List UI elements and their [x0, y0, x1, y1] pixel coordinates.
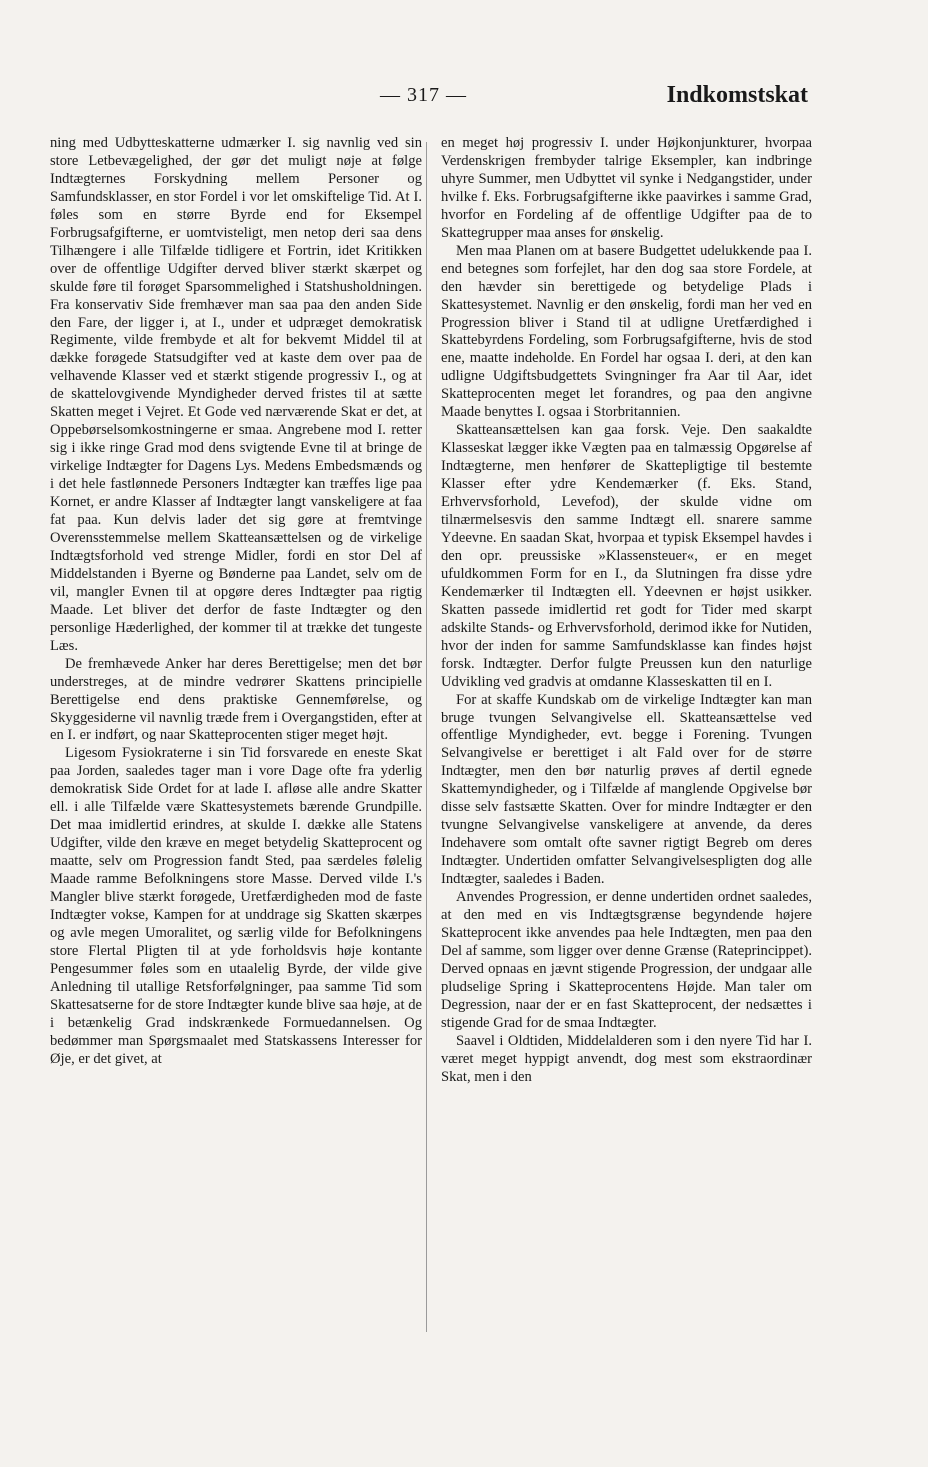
page-header — [50, 82, 808, 112]
paragraph: For at skaffe Kundskab om de virkelige Indtægter kan man bruge tvungen Selvangivelse ell. Skatteansættelse ved offentlige Myndigheder, evt. begge i Forening. Tvungen Selvangivelse er berettiget i alt Fald over for de større Indtægter, men den bør naturlig prøves af dertil egnede Skattemyndigheder, og i Tilfælde af manglende Opgivelse bør disse selv fastsætte Skatten. Over for mindre Indtægter er den tvungne Selvangivelse vanskeligere at anvende, da deres Indehavere som omtalt ofte savner rigtigt Begreb om deres Indtægter. Undertiden omfatter Selvangivelsespligten dog alle Indtægter, saaledes i Baden. — [441, 691, 812, 888]
paragraph: Anvendes Progression, er denne undertiden ordnet saaledes, at den med en vis Indtægtsgrænse begyndende højere Skatteprocent ikke anvendes paa hele Indtægten, men paa den Del af samme, som ligger over denne Grænse (Rateprincippet). Derved opnaas en jævnt stigende Progression, der undgaar alle pludselige Spring i Skatteprocentens Højde. Man taler om Degression, naar der er en fast Skatteprocent, der nedsættes i stigende Grad for de smaa Indtægter. — [441, 889, 812, 1031]
paragraph: De fremhævede Anker har deres Berettigelse; men det bør understreges, at de mindre vedrører Skattens principielle Berettigelse end dens praktiske Gennemførelse, og Skyggesiderne vil navnlig træde frem i Overgangstiden, efter at en I. er indført, og naar Skatteprocenten stiger meget højt. — [50, 655, 422, 744]
running-head: Indkomstskat — [666, 82, 808, 108]
paragraph: en meget høj progressiv I. under Højkonjunkturer, hvorpaa Verdenskrigen frembyder talrige Eksempler, kan indbringe uhyre Summer, men Udbyttet vil synke i Nedgangstider, under hvilke f. Eks. Forbrugsafgifterne ikke paavirkes i samme Grad, hvorfor en Fordeling af de offentlige Udgifter paa de to Skattegrupper maa anses for ønskelig. — [441, 135, 812, 241]
right-column — [441, 135, 812, 1087]
paragraph: ning med Udbytteskatterne udmærker I. sig navnlig ved sin store Letbevægelighed, der gør det muligt nøje at følge Indtægternes Forskydning mellem Personer og Samfundsklasser, en stor Fordel i vor let omskiftelige Tid. At I. føles som en større Byrde end for Eksempel Forbrugsafgifterne, er uomtvisteligt, men netop deri saa dens Tilhængere i alle Tilfælde tidligere et Fortrin, idet Kritikken over de offentlige Udgifter derved bliver stærkt skærpet og skulde føre til forøget Sparsommelighed i Statshusholdningen. Fra konservativ Side fremhæver man saa paa den anden Side den Fare, der ligger i, at I., under et udpræget demokratisk Regimente, vilde frembyde et alt for bekvemt Middel til at dække forøgede Statsudgifter ved at kaste dem over paa de velhavende Klasser ved et stærkt stigende progressiv I., og at de skattelovgivende Myndigheder derved fristes til at sætte Skatten meget i Vejret. Et Gode ved nærværende Skat er det, at Oppebørselsomkostningerne er smaa. Angrebene mod I. retter sig i ikke ringe Grad mod dens svigtende Evne til at bringe de virkelige Indtægter for Dagens Lys. Medens Embedsmænds og i det hele fastlønnede Personers Indtægter kan træffes lige paa Kornet, er andre Klasser af Indtægter langt vanskeligere at faa fat paa. Kun delvis lader det sig gøre at fremtvinge Overensstemmelse mellem Skatteansættelsen og de virkelige Indtægtsforhold ved strenge Midler, fordi en stor Del af Middelstanden i Byerne og Bønderne paa Landet, selv om de vil, mangler Evnen til at opgøre deres Indtægter paa rigtig Maade. Let bliver det derfor de faste Indtægter og den personlige Hæderlighed, der kommer til at trække det tungeste Læs. — [50, 135, 422, 654]
paragraph: Ligesom Fysiokraterne i sin Tid forsvarede en eneste Skat paa Jorden, saaledes tager man i vore Dage ofte fra yderlig demokratisk Side Ordet for at lade I. afløse alle andre Skatter ell. i alle Tilfælde være Skattesystemets bærende Grundpille. Det maa imidlertid erindres, at skulde I. dække alle Statens Udgifter, vilde den kræve en meget betydelig Skatteprocent og maatte, selv om Progression fandt Sted, paa særdeles følelig Maade ramme Befolkningens store Masse. Derved vilde I.'s Mangler blive stærkt forøgede, Uretfærdigheden mod de faste Indtægter vokse, Kampen for at unddrage sig Skatten skærpes og avle megen Umoralitet, og særlig vilde for Befolkningens store Flertal Pligten til at yde forholdsvis høje kontante Pengesummer føles som en utaalelig Byrde, der vilde give Anledning til utallige Retsforfølgninger, paa samme Tid som Skattesatserne for de store Indtægter kunde blive saa høje, at de i betænkelig Grad indskrænkede Formuedannelsen. Og bedømmer man Spørgsmaalet med Statskassens Interesser for Øje, er det givet, at — [50, 745, 422, 1067]
paragraph: Skatteansættelsen kan gaa forsk. Veje. Den saakaldte Klasseskat lægger ikke Vægten paa en talmæssig Opgørelse af Indtægterne, men henfører de Skattepligtige til bestemte Klasser efter ydre Kendemærker (f. Eks. Stand, Erhvervsforhold, Levefod), der skulde vidne om tilnærmelsesvis den samme Indtægt ell. snarere samme Ydeevne. En saadan Skat, hvorpaa et typisk Eksempel havdes i den opr. preussiske »Klassensteuer«, er en meget ufuldkommen Form for en I., da Slutningen fra disse ydre Kendemærker til Indtægten ell. Ydeevnen er højst usikker. Skatten passede imidlertid ret godt for Tider med skarpt adskilte Stands- og Erhvervsforhold, derimod ikke for Nutiden, hvor der inden for samme Samfundsklasse kan findes højst forsk. Indtægter. Derfor fulgte Preussen kun den naturlige Udvikling ved gradvis at omdanne Klasseskatten til en I. — [441, 422, 812, 690]
text-columns — [50, 135, 812, 1087]
paragraph: Saavel i Oldtiden, Middelalderen som i den nyere Tid har I. været meget hyppigt anvendt, dog mest som ekstraordinær Skat, men i den — [441, 1032, 812, 1085]
page-number: — 317 — — [380, 84, 467, 106]
paragraph: Men maa Planen om at basere Budgettet udelukkende paa I. end betegnes som forfejlet, har den dog saa store Fordele, at den hævder sin berettigede og betydelige Plads i Skattesystemet. Navnlig er den ønskelig, fordi man her ved en Progression bliver i Stand til at udligne Uretfærdighed i Skattebyrdens Fordeling, som Forbrugsafgifterne, hvis de stod ene, maatte indeholde. En Fordel har ogsaa I. deri, at den kan udligne Udgiftsbudgettets Svingninger fra Aar til Aar, idet Skatteprocenten meget let forandres, og paa den angivne Maade benyttes I. ogsaa i Storbritannien. — [441, 242, 812, 421]
left-column — [50, 135, 422, 1087]
